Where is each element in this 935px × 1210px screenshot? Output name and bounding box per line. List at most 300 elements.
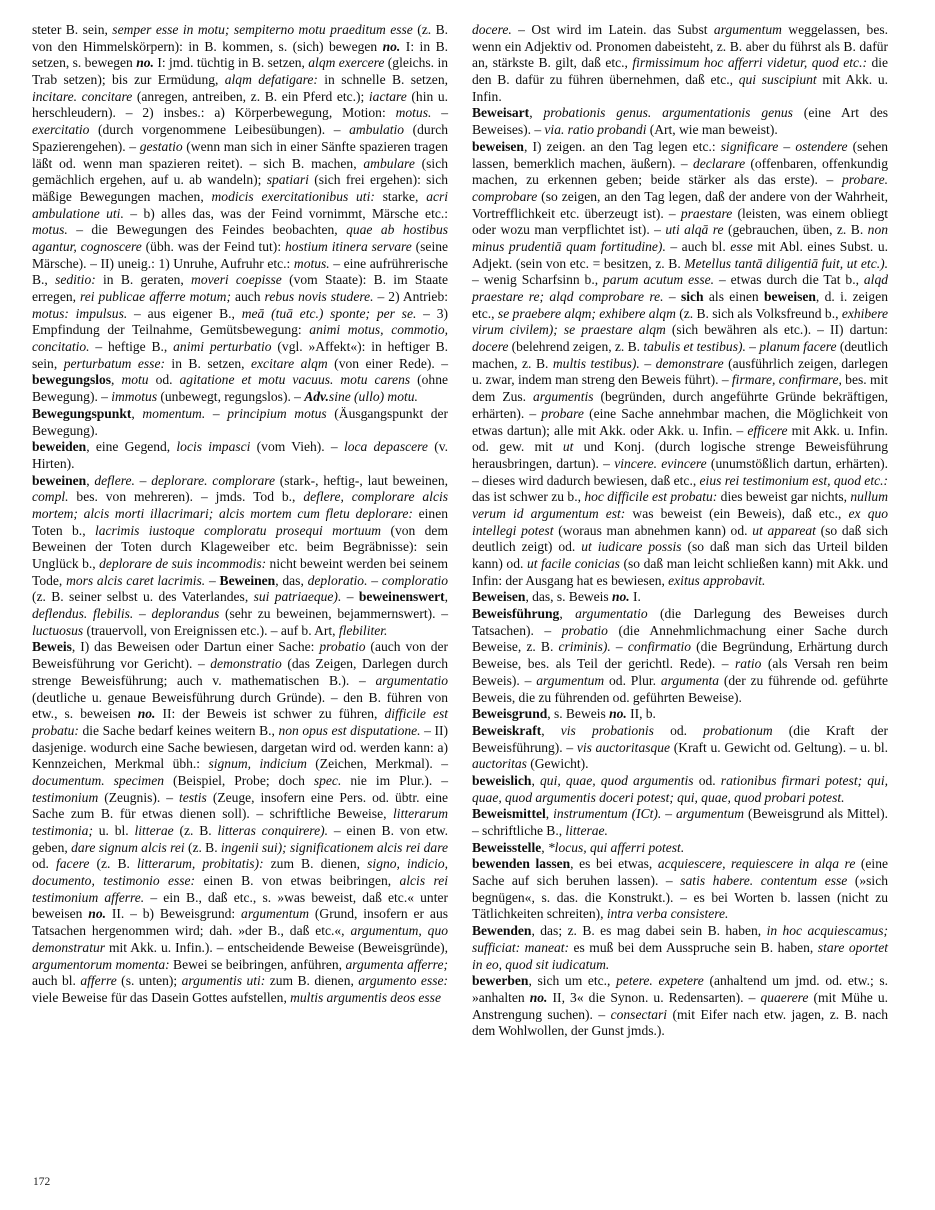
latin-gloss: flebiliter. (338, 622, 388, 638)
latin-gloss: ut facile conicias (526, 556, 620, 571)
latin-gloss: excitare alqm (251, 355, 328, 371)
german-text: (seine Märsche). – II) uneig.: 1) Unruhe, Aufruhr etc.: (32, 238, 448, 271)
latin-gloss: alqd praestare re; alqd comprobare re. (472, 272, 888, 304)
german-text: (Gewicht). (526, 756, 589, 772)
latin-gloss: meā (tuā etc.) sponte; per se. (241, 305, 417, 321)
german-text: , s. Beweis (547, 706, 610, 722)
latin-gloss: exhibere virum civilem); se praestare alqm (472, 305, 888, 338)
latin-gloss: demonstratio (210, 656, 282, 672)
latin-gloss: quaerere (760, 989, 809, 1005)
latin-gloss: probationum (703, 722, 773, 738)
german-text: – II) dasjenige. wodurch eine Sache bewiesen, dargetan wird od. werden kann: a) Kennzeichen, Merkmal übh.: (32, 722, 448, 772)
german-text: (deutliche u. genaue Beweisführung durch Gründe). – den B. führen von etw., s. beweisen (32, 689, 448, 722)
german-text: – (367, 572, 382, 588)
german-text: – 2) Antrieb: (373, 289, 448, 304)
latin-gloss: argumentum (676, 806, 744, 822)
latin-gloss: incitare. concitare (32, 88, 133, 104)
german-text: steter B. sein, (32, 22, 113, 37)
german-text: (z. B. seiner selbst u. des Vaterlandes, (32, 589, 254, 605)
latin-gloss: nullum verum id argumentum est: (472, 489, 888, 521)
latin-gloss: motus: impulsus. (32, 305, 128, 321)
german-text: weggelassen, bes. wenn ein Adjektiv od. Pronomen dabeisteht, z. B. aber du führst als B. dafür an, stärkste B. gilt, daß etc., (472, 22, 888, 71)
german-text: als einen (703, 289, 764, 304)
german-text: (durch vorgenommene Leibesübungen). – (89, 122, 350, 138)
latin-gloss: gestatio (139, 138, 183, 154)
german-text: (hin u. herschleudern). – 2) insbes.: a) Körperbewegung, Motion: (32, 88, 449, 121)
latin-gloss: luctuosus (32, 622, 84, 638)
german-text: mit Akk. u. Infin. od. gew. mit (472, 422, 889, 455)
latin-gloss: deflendus. flebilis. (32, 606, 134, 622)
german-text: – ein B., daß etc., s. »was beweist, daß etc.« unter beweisen (32, 889, 448, 922)
german-text: – wenig Scharfsinn b., (472, 272, 604, 288)
latin-gloss: litterae. (565, 823, 608, 838)
latin-gloss: rationibus firmari potest; qui, quae, quod argumentis doceri potest; qui, quae, quod probari potest. (472, 772, 888, 805)
latin-gloss: deplorandus (151, 606, 220, 622)
latin-gloss: testimonium (32, 789, 99, 805)
headword: beweisen (472, 138, 524, 154)
left-text-column (32, 22, 448, 1152)
german-text: (Zeichen, Merkmal). – (306, 756, 448, 772)
latin-gloss: afferre (80, 973, 117, 989)
german-text: (auch von der Beweisführung vor Gericht). – (32, 639, 448, 672)
german-text: (so zeigen, an den Tag legen, daß der andere von der Wahrheit, Vortrefflichkeit etc. überzeugt ist). – (472, 188, 888, 221)
german-text: was beweist (ein Beweis), daß etc., (625, 505, 849, 521)
german-text: – heftige B., (89, 339, 174, 355)
latin-gloss: litterarum, probitatis): (136, 856, 264, 872)
german-text: (unumstößlich dartun, erhärten). – dieses wird dadurch bewiesen, daß etc., (472, 455, 889, 488)
german-text: (begründen, durch angeführte Gründe bekräftigen, erhärten). – (472, 389, 889, 421)
latin-gloss: motus. (293, 255, 330, 271)
german-text: (unbewegt, regungslos). – (157, 389, 305, 405)
latin-gloss: motus. (395, 105, 432, 121)
latin-gloss: deplorare. complorare (151, 472, 276, 488)
german-text: (woraus man abnehmen kann) od. (553, 522, 753, 538)
german-text: , sich um etc., (528, 973, 617, 989)
dictionary-entry (472, 773, 888, 806)
latin-gloss: motu (121, 372, 149, 388)
german-text: (Zeugnis). – (98, 789, 179, 805)
german-text: (v. Hirten). (32, 439, 448, 471)
german-text: (sich frei ergehen): sich mäßige Bewegungen machen, (32, 172, 448, 204)
german-text: (die Annehmlichmachung einer Sache durch Beweise, z. B. (472, 622, 888, 655)
german-text: – (778, 138, 796, 154)
german-text: – auch bl. (665, 238, 731, 254)
german-text: in B. setzen, (164, 355, 252, 371)
latin-gloss: argumenta (660, 672, 720, 688)
latin-gloss: via. ratio probandi (544, 122, 647, 138)
german-text: – einen B. von etw. geben, (32, 823, 449, 855)
german-text: und Konj. (durch logische strenge Beweisführung herausbringen, dartun). – (472, 439, 888, 471)
german-text: starke, (374, 188, 427, 204)
german-text: Bewei se beibringen, anführen, (169, 956, 346, 972)
german-text: (vom Staate): B. im Staate erregen, (32, 272, 448, 304)
german-text: , I) das Beweisen oder Dartun einer Sache: (71, 639, 320, 655)
dictionary-entry (472, 606, 888, 706)
latin-gloss: perturbatum esse: (63, 355, 165, 371)
latin-gloss: dare signum alcis rei (71, 839, 185, 855)
german-text: (eine Art des Beweises). – (472, 105, 888, 138)
german-text: (sehen lassen, bemerklich machen, äußern). – (472, 138, 888, 171)
latin-gloss: animi perturbatio (173, 339, 272, 355)
german-text: , es bei etwas, (570, 856, 658, 872)
latin-gloss: semper esse in motu; sempiterno motu praeditum esse (112, 22, 413, 37)
german-text: (mit Mühe u. Anstrengung suchen). – (472, 989, 888, 1022)
latin-gloss: modicis exercitationibus uti: (211, 188, 375, 204)
german-text: (die Kraft der Beweisführung). – (472, 722, 889, 755)
right-text-column (472, 22, 888, 1152)
german-text: in B. geraten, (95, 272, 192, 288)
german-text: (der zu führende od. geführte Beweis, die zu führenden od. geführten Beweise). (472, 672, 889, 705)
latin-gloss: litteras conquirere). (217, 823, 328, 838)
german-text: nie im Plur.). – (341, 772, 448, 788)
german-text: , das; z. B. es mag dabei sein B. haben, (531, 923, 767, 939)
latin-gloss: qui suscipiunt (738, 72, 817, 88)
headword: Beweinen (219, 572, 276, 588)
german-text: (sich gemächlich ergehen, auf u. ab wandeln); (32, 155, 448, 188)
german-text: od. (32, 856, 57, 872)
headword: beweislich (472, 772, 532, 788)
latin-gloss: probatio (319, 639, 366, 655)
german-text: (z. B. (184, 839, 221, 855)
german-text: (ohne Bewegung). – (32, 372, 448, 405)
german-text: , (131, 405, 143, 421)
german-text: od. (148, 372, 180, 388)
latin-gloss: rebus novis studere. (264, 289, 374, 304)
german-text: (Beweisgrund als Mittel). – schriftliche B., (472, 806, 888, 838)
headword: beweinenswert (358, 589, 445, 605)
latin-gloss: argumentum (713, 22, 782, 37)
german-text: (Beispiel, Probe; doch (163, 772, 314, 788)
german-text: (mit Eifer nach etw. jagen, z. B. nach dem Wohlwollen, der Gunst jmds.). (472, 1006, 888, 1039)
two-column-text-body (32, 22, 904, 1152)
headword: bewerben (472, 973, 529, 989)
latin-gloss: *locus, qui afferri potest. (547, 839, 685, 855)
german-text: II, 3« die Synon. u. Redensarten). – (547, 989, 761, 1005)
german-text: – (134, 472, 152, 488)
latin-gloss: facere (56, 856, 90, 872)
german-text: auch (230, 289, 265, 304)
german-text: (Art, wie man beweist). (646, 122, 778, 138)
german-text: bes. mit dem Zus. (472, 372, 889, 405)
german-text: es muß bei dem Ausspruche sein B. haben, (569, 939, 818, 955)
latin-gloss: ostendere (795, 138, 848, 154)
german-text: (so daß man leicht schließen kann) mit Akk. und Infin: der Ausgang hat es bewiesen, (472, 556, 888, 588)
german-text: (so daß man sich das Urteil bilden kann) od. (472, 539, 888, 571)
german-text: I: in B. setzen, s. bewegen (32, 38, 448, 71)
latin-gloss: litterae (134, 823, 174, 838)
german-text: (vgl. »Affekt«): in heftiger B. sein, (32, 339, 449, 371)
german-text: – (205, 405, 228, 421)
latin-gloss: argumentum (536, 672, 605, 688)
german-text: – (639, 355, 656, 371)
german-text: (Äusgangspunkt der Bewegung). (32, 405, 448, 438)
german-text: (deutlich machen, z. B. (472, 339, 888, 371)
latin-gloss: ingenii sui); significationem alcis rei dare (220, 839, 448, 855)
latin-gloss: momentum. (142, 405, 206, 421)
latin-gloss: consectari (610, 1006, 668, 1022)
german-text: (so daß sich deutlich zeigt) od. (472, 522, 888, 555)
german-text: (das Zeigen, Darlegen durch strenge Beweisführung; auch v. mathematischen B.). – (32, 656, 448, 688)
headword: sich (680, 289, 704, 304)
german-text: (als Versah ren beim Beweis). – (472, 656, 888, 688)
latin-gloss: spatiari (266, 172, 309, 188)
german-text: u. bl. (92, 823, 135, 838)
latin-gloss: comploratio (381, 572, 449, 588)
german-text: mit Abl. eines Subst. u. Adjekt. (sein von etc. = besitzen, z. B. (472, 238, 888, 271)
german-text: (s. unten); (116, 973, 182, 989)
latin-gloss: signum, indicium (208, 756, 307, 772)
dictionary-entry (472, 973, 888, 1040)
dictionary-entry (32, 473, 448, 640)
german-text: , (444, 589, 449, 605)
german-text: (offenbaren, offenkundig machen, zu erkennen geben; beide stärker als das erste). – (472, 155, 888, 188)
german-text: , das, (275, 572, 308, 588)
reference-marker: no. (137, 706, 156, 722)
german-text: (durch Spazierengehen). – (32, 122, 448, 154)
latin-gloss: tabulis et testibus). (643, 339, 746, 355)
german-text: nicht beweint werden bei seinem Tode, (32, 556, 449, 588)
latin-gloss: parum acutum esse. (603, 272, 715, 288)
german-text: mit Akk. u. Infin.). – entscheidende Beweise (Beweisgründe), (105, 939, 448, 955)
german-text: – (205, 572, 220, 588)
latin-gloss: agitatione et motu vacuus. motu carens (179, 372, 411, 388)
german-text: , eine Gegend, (86, 439, 177, 455)
latin-gloss: ut (562, 439, 574, 455)
headword: Beweisart (472, 105, 530, 121)
dictionary-entry (472, 840, 888, 857)
latin-gloss: mors alcis caret lacrimis. (66, 572, 206, 588)
latin-gloss: docere (472, 339, 509, 355)
latin-gloss: docere. (472, 22, 512, 37)
german-text: zum B. dienen, (265, 973, 359, 989)
german-text: auch bl. (32, 973, 81, 989)
german-text: – b) alles das, was der Feind vornimmt, Märsche etc.: (123, 205, 448, 221)
german-text: – (661, 806, 677, 822)
dictionary-entry (472, 105, 888, 138)
german-text: – die Bewegungen des Feindes beobachten, (67, 222, 347, 238)
latin-gloss: vis auctoritasque (576, 739, 671, 755)
german-text: (stark-, heftig-, laut beweinen, (275, 472, 448, 488)
german-text: II: der Beweis ist schwer zu führen, (155, 706, 385, 722)
latin-gloss: ambulatio (349, 122, 405, 138)
latin-gloss: ut iudicare possis (581, 539, 682, 555)
latin-gloss: exitus approbavit. (668, 572, 766, 588)
german-text: I. (629, 589, 641, 605)
reference-marker: no. (609, 706, 627, 722)
german-text: die Sache bedarf keines weitern B., (78, 722, 279, 738)
german-text: (von dem Beweinen der Toten durch Klageweiber etc. beim Begräbnisse): sein Unglück b., (32, 522, 448, 571)
german-text: (z. B. von den Himmelskörpern): in B. kommen, s. (sich) bewegen (32, 22, 448, 54)
headword: Bewegungspunkt (32, 405, 132, 421)
german-text: (sehr zu beweinen, bejammernswert). – (219, 606, 448, 622)
german-text: – etwas durch die Tat b., (714, 272, 864, 288)
german-text: – eine aufrührerische B., (32, 255, 449, 288)
latin-gloss: significare (720, 138, 779, 154)
german-text: , (545, 806, 554, 822)
latin-gloss: argumentorum momenta: (32, 956, 170, 972)
german-text: od. Plur. (604, 672, 661, 688)
german-text: I: jmd. tüchtig in B. setzen, (153, 55, 309, 71)
dictionary-entry (472, 856, 888, 923)
latin-gloss: acquiescere, requiescere in alqa re (657, 856, 856, 872)
reference-marker: Adv. (304, 389, 329, 405)
german-text: zum B. dienen, (263, 856, 368, 872)
latin-gloss: petere. expetere (616, 973, 704, 989)
dictionary-entry (472, 589, 888, 606)
latin-gloss: vincere. evincere (614, 455, 707, 471)
german-text: , (541, 839, 548, 855)
latin-gloss: argumentatio (375, 672, 448, 688)
headword: Beweiskraft (472, 722, 542, 738)
latin-gloss: esse (730, 238, 753, 254)
german-text: – 3) Empfindung der Teilnahme, Gemütsbewegung: (32, 305, 449, 338)
reference-marker: no. (136, 55, 154, 71)
latin-gloss: alqm defatigare: (224, 72, 318, 88)
latin-gloss: uti alqā re (665, 222, 724, 238)
german-text: (»sich begnügen«, s. das. die Konstrukt.). – es bei Worten b. lassen (nicht zu Tätlichkeiten schreiten), (472, 873, 888, 922)
latin-gloss: argumentum, quo demonstratur (32, 923, 448, 955)
latin-gloss: deflere. (94, 472, 135, 488)
reference-marker: no. (382, 38, 401, 54)
german-text: (z. B. sich als Volksfreund b., (675, 305, 842, 321)
german-text: (Zeuge, insofern eine Pers. od. übtr. eine Sache zum B. für etwas dienen soll). – schriftliche Beweise, (32, 789, 449, 822)
latin-gloss: litterarum testimonia; (32, 806, 448, 838)
latin-gloss: ex quo intellegi potest (472, 505, 889, 538)
latin-gloss: compl. (32, 489, 69, 505)
latin-gloss: deplorare de suis incommodis: (99, 556, 267, 571)
german-text: – (341, 589, 359, 605)
dictionary-entry (472, 723, 888, 773)
latin-gloss: alcis rei testimonium afferre. (32, 873, 448, 905)
german-text: – Ost wird im Latein. das Subst (511, 22, 714, 37)
german-text: (eine Sache annehmbar machen, die Möglichkeit von etwas dartun); alle mit Akk. oder Akk. u. Infin. – (472, 405, 888, 438)
latin-gloss: firmissimum hoc afferri videtur, quod etc.: (632, 55, 867, 71)
dictionary-entry (472, 706, 888, 723)
german-text: in schnelle B. setzen, (317, 72, 448, 88)
german-text: – (745, 339, 760, 355)
latin-gloss: non minus prudentiā quam fortitudine). (472, 222, 888, 254)
german-text: (von einer Rede). – (327, 355, 448, 371)
german-text: (wenn man sich in einer Sänfte spazieren tragen läßt od. wenn man spazieren reitet). – sich B. machen, (32, 138, 448, 171)
latin-gloss: rei publicae afferre motum; (80, 289, 231, 304)
latin-gloss: deflere, complorare alcis mortem; alcis morti illacrimari; alcis mortem cum fletu deplorare: (32, 489, 448, 521)
german-text: (z. B. (173, 823, 218, 838)
latin-gloss: eius rei testimonium est, quod etc.: (699, 472, 888, 488)
german-text: (z. B. (89, 856, 137, 872)
latin-gloss: hostium itinera servare (284, 238, 412, 254)
german-text: (anhaltend um jmd. od. etw.; s. »anhalten (472, 973, 889, 1005)
german-text: , (86, 472, 95, 488)
german-text: mit Akk. u. Infin. (472, 72, 888, 104)
latin-gloss: exercitatio (32, 122, 90, 138)
german-text: , (529, 105, 544, 121)
headword: Beweismittel (472, 806, 546, 822)
latin-gloss: animi motus, commotio, concitatio. (32, 322, 449, 355)
german-text: (vom Vieh). – (250, 439, 344, 455)
german-text: (belehrend zeigen, z. B. (508, 339, 644, 355)
latin-gloss: probationis genus. argumentationis genus (543, 105, 793, 121)
latin-gloss: probare (541, 405, 584, 421)
latin-gloss: principium motus (227, 405, 327, 421)
german-text: (eine Sache auf sich beruhen lassen). – (472, 856, 888, 889)
german-text: (sich bewähren als etc.). – II) dartun: (665, 322, 888, 338)
headword: beweiden (32, 439, 87, 455)
latin-gloss: efficere (747, 422, 788, 438)
reference-marker: no. (611, 589, 630, 605)
german-text: II. – b) Beweisgrund: (105, 906, 242, 922)
latin-gloss: deploratio. (307, 572, 368, 588)
dictionary-entry (32, 406, 448, 439)
latin-gloss: acri ambulatione uti. (32, 188, 449, 221)
dictionary-entry (472, 923, 888, 973)
german-text: od. (653, 722, 704, 738)
german-text: (Grund, insofern er aus Tatsachen hergenommen wird; dah. »der B., daß etc.«, (32, 906, 448, 939)
german-text: (leisten, was einem obliegt oder wozu man verpflichtet ist). – (472, 205, 888, 238)
headword: Beweisführung (472, 606, 560, 622)
latin-gloss: ut appareat (752, 522, 816, 538)
latin-gloss: intra verba consistere. (606, 906, 729, 922)
german-text: (trauervoll, von Ereignissen etc.). – auf b. Art, (83, 622, 339, 638)
german-text: (übh. was der Feind tut): (141, 238, 285, 254)
german-text: dies beweist gar nichts, (717, 489, 851, 505)
german-text: die den B. dafür zu führen übernehmen, daß etc., (472, 55, 888, 88)
latin-gloss: loca depascere (343, 439, 428, 455)
latin-gloss: immotus (111, 389, 158, 405)
latin-gloss: criminis). (558, 639, 611, 655)
german-text: , d. i. zeigen etc., (472, 289, 888, 321)
latin-gloss: argumentis uti: (181, 973, 266, 989)
german-text: , (559, 606, 576, 622)
german-text: , das, s. Beweis (525, 589, 612, 605)
latin-gloss: signo, indicio, documento, testimonio esse: (32, 856, 448, 889)
latin-gloss: multis testibus). (552, 355, 640, 371)
german-text: einen Toten b., (32, 505, 448, 538)
latin-gloss: argumentum (241, 906, 310, 922)
reference-marker: no. (88, 906, 106, 922)
german-text: (ausführlich zeigen, darlegen u. zwar, indem man streng den Beweis führt). – (472, 355, 888, 388)
german-text: – (431, 105, 448, 121)
headword: Beweisen (472, 589, 526, 605)
latin-gloss: sine (ullo) motu. (328, 389, 418, 405)
german-text: das ist schwer zu b., (472, 489, 585, 505)
latin-gloss: probare. comprobare (472, 172, 888, 204)
latin-gloss: documentum. specimen (32, 772, 164, 788)
latin-gloss: moveri coepisse (191, 272, 282, 288)
german-text: – aus eigener B., (127, 305, 242, 321)
headword: Beweis (32, 639, 72, 655)
latin-gloss: argumenta afferre; (345, 956, 448, 972)
dictionary-entry (472, 139, 888, 590)
latin-gloss: alqm exercere (308, 55, 385, 71)
headword: beweisen (763, 289, 816, 304)
latin-gloss: spec. (313, 772, 342, 788)
latin-gloss: testis (178, 789, 207, 805)
german-text: (anregen, antreiben, z. B. ein Pferd etc.); (132, 88, 369, 104)
latin-gloss: quae ab hostibus agantur, cognoscere (32, 222, 448, 254)
reference-marker: no. (529, 989, 548, 1005)
latin-gloss: demonstrare (655, 355, 724, 371)
latin-gloss: argumentis (533, 389, 594, 405)
latin-gloss: hoc difficile est probatu: (584, 489, 718, 505)
latin-gloss: lacrimis iustoque comploratu prosequi mortuum (94, 522, 382, 538)
latin-gloss: satis habere. contentum esse (680, 873, 848, 889)
german-text: , I) zeigen. an den Tag legen etc.: (523, 138, 721, 154)
latin-gloss: ambulare (363, 155, 415, 171)
latin-gloss: argumentatio (575, 606, 648, 622)
latin-gloss: iactare (368, 88, 407, 104)
page-number: 172 (33, 1176, 51, 1188)
headword: Bewenden (472, 923, 532, 939)
